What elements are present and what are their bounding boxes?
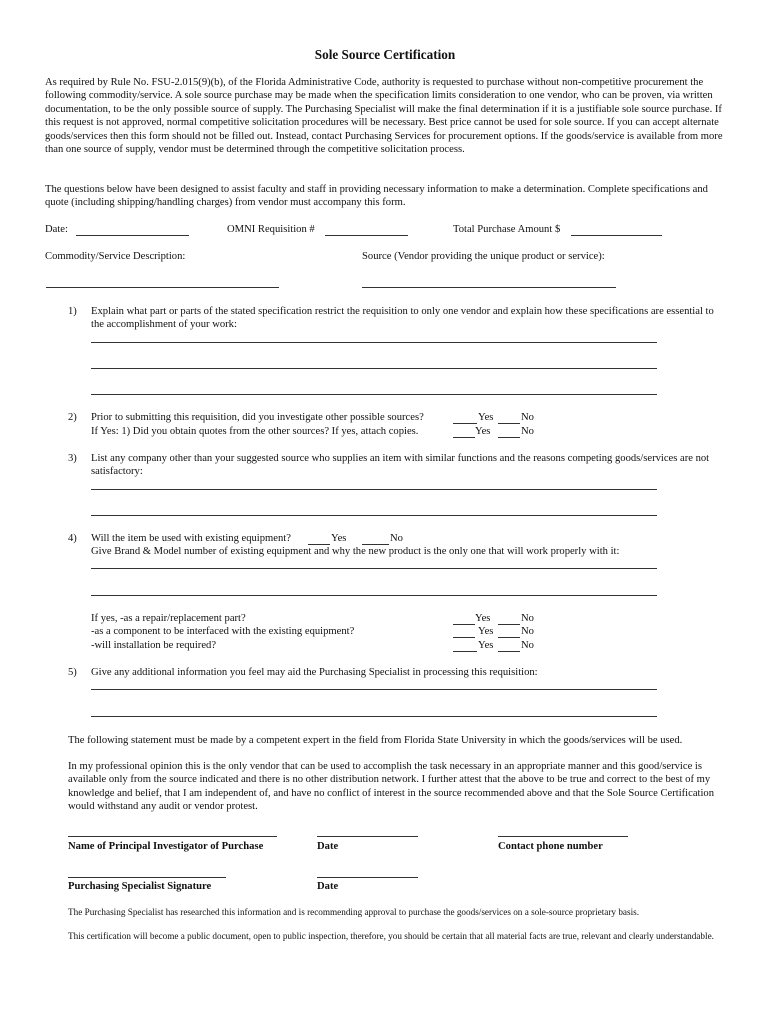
q2-no-label: No xyxy=(521,412,534,423)
commodity-label: Commodity/Service Description: xyxy=(45,251,186,262)
total-amount-field[interactable] xyxy=(571,235,662,236)
q5-answer-line-1[interactable] xyxy=(91,689,657,690)
q2-number: 2) xyxy=(68,412,77,423)
q4-no-label: No xyxy=(390,533,403,544)
date-1-line[interactable] xyxy=(317,836,418,837)
date-2-label: Date xyxy=(317,881,339,892)
q1-answer-line-3[interactable] xyxy=(91,394,657,395)
q2b-yes-label: Yes xyxy=(475,426,491,437)
q4-number: 4) xyxy=(68,533,77,544)
q4c-no-blank[interactable] xyxy=(498,651,520,652)
q2b-no-blank[interactable] xyxy=(498,437,520,438)
intro-paragraph: As required by Rule No. FSU-2.015(9)(b), of the Florida Administrative Code, authority is requested to purchase without non-competitive procurement the following commodity/service. A sole source purchase may be made when the specification limits consideration to one vendor, who can be proven, via written documentation, to be the only possible source of supply. The Purchasing Specialist will make the final determination if it is a justifiable sole source purchase. If this request is not approved, normal competitive solicitation procedures will be necessary. Best price cannot be used for sole source. If you can accept alternate goods/services then this form should not be filled out. Instead, contact Purchasing Services for procurement options. If the goods/service is available from more than one source of supply, vendor must be determined through the competitive solicitation process. xyxy=(45,77,723,156)
q2-text-2: If Yes: 1) Did you obtain quotes from the other sources? If yes, attach copies. xyxy=(91,426,419,437)
q4-text-2: Give Brand & Model number of existing equipment and why the new product is the only one that will work properly with it: xyxy=(91,546,620,557)
omni-field[interactable] xyxy=(325,235,408,236)
q4b-no-label: No xyxy=(521,626,534,637)
date-label: Date: xyxy=(45,224,68,235)
date-1-label: Date xyxy=(317,841,339,852)
date-2-line[interactable] xyxy=(317,877,418,878)
q4-yes-label: Yes xyxy=(331,533,347,544)
q2b-no-label: No xyxy=(521,426,534,437)
q4-sub-1: If yes, -as a repair/replacement part? xyxy=(91,613,246,624)
page-title: Sole Source Certification xyxy=(314,47,456,62)
statement-intro: The following statement must be made by a competent expert in the field from Florida State University in which the goods/services will be used. xyxy=(68,735,683,746)
phone-label: Contact phone number xyxy=(498,841,603,852)
q3-text: List any company other than your suggested source who supplies an item with similar functions and the reasons competing goods/services are not satisfactory: xyxy=(91,453,710,478)
source-label: Source (Vendor providing the unique product or service): xyxy=(362,251,605,262)
q1-text: Explain what part or parts of the stated specification restrict the requisition to only one vendor and explain how these specifications are essential to the accomplishment of your work: xyxy=(91,306,714,331)
q4-answer-line-1[interactable] xyxy=(91,568,657,569)
phone-line[interactable] xyxy=(498,836,628,837)
source-field[interactable] xyxy=(362,287,616,288)
q2-no-blank[interactable] xyxy=(498,423,520,424)
expert-statement: In my professional opinion this is the only vendor that can be used to accomplish the task necessary in an appropriate manner and this good/service is available only from the source indicated and there is no other distribution network. I further attest that the above to be true and correct to the best of my knowledge and belief, that I am independent of, and have no conflict of interest in the source recommended above and that the Sole Source Certification would withstand any audit or vendor protest. xyxy=(68,761,714,813)
q4c-no-label: No xyxy=(521,640,534,651)
q3-answer-line-2[interactable] xyxy=(91,515,657,516)
q3-answer-line-1[interactable] xyxy=(91,489,657,490)
q4-text-1: Will the item be used with existing equipment? xyxy=(91,533,291,544)
q4b-no-blank[interactable] xyxy=(498,637,520,638)
specialist-signature-line[interactable] xyxy=(68,877,226,878)
footer-note-1: The Purchasing Specialist has researched this information and is recommending approval to purchase the goods/services on a sole-source proprietary basis. xyxy=(68,907,639,917)
q1-answer-line-2[interactable] xyxy=(91,368,657,369)
q2-yes-label: Yes xyxy=(478,412,494,423)
q4b-yes-blank[interactable] xyxy=(453,637,475,638)
q4-sub-3: -will installation be required? xyxy=(91,640,217,651)
q2b-yes-blank[interactable] xyxy=(453,437,475,438)
instructions-paragraph: The questions below have been designed to assist faculty and staff in providing necessary information to make a determination. Complete specifications and quote (including shipping/handling charges) from vendor must accompany this form. xyxy=(45,184,708,209)
pi-label: Name of Principal Investigator of Purchase xyxy=(68,841,264,852)
q2-text-1: Prior to submitting this requisition, did you investigate other possible sources? xyxy=(91,412,424,423)
omni-label: OMNI Requisition # xyxy=(227,224,315,235)
q4a-yes-blank[interactable] xyxy=(453,624,475,625)
q5-answer-line-2[interactable] xyxy=(91,716,657,717)
q4a-yes-label: Yes xyxy=(475,613,491,624)
q4a-no-blank[interactable] xyxy=(498,624,520,625)
q4c-yes-blank[interactable] xyxy=(453,651,477,652)
pi-signature-line[interactable] xyxy=(68,836,277,837)
footer-note-2: This certification will become a public document, open to public inspection, therefore, you should be certain that all material facts are true, relevant and clearly understandable. xyxy=(68,931,714,941)
date-field[interactable] xyxy=(76,235,189,236)
q5-text: Give any additional information you feel may aid the Purchasing Specialist in processing this requisition: xyxy=(91,667,538,678)
q3-number: 3) xyxy=(68,453,77,464)
specialist-label: Purchasing Specialist Signature xyxy=(68,881,212,892)
q1-number: 1) xyxy=(68,306,77,317)
total-amount-label: Total Purchase Amount $ xyxy=(453,224,561,235)
q4-sub-2: -as a component to be interfaced with the existing equipment? xyxy=(91,626,355,637)
q2-yes-blank[interactable] xyxy=(453,423,477,424)
commodity-field[interactable] xyxy=(46,287,279,288)
q1-answer-line-1[interactable] xyxy=(91,342,657,343)
q4a-no-label: No xyxy=(521,613,534,624)
q4c-yes-label: Yes xyxy=(478,640,494,651)
q4b-yes-label: Yes xyxy=(478,626,494,637)
q4-answer-line-2[interactable] xyxy=(91,595,657,596)
q5-number: 5) xyxy=(68,667,77,678)
